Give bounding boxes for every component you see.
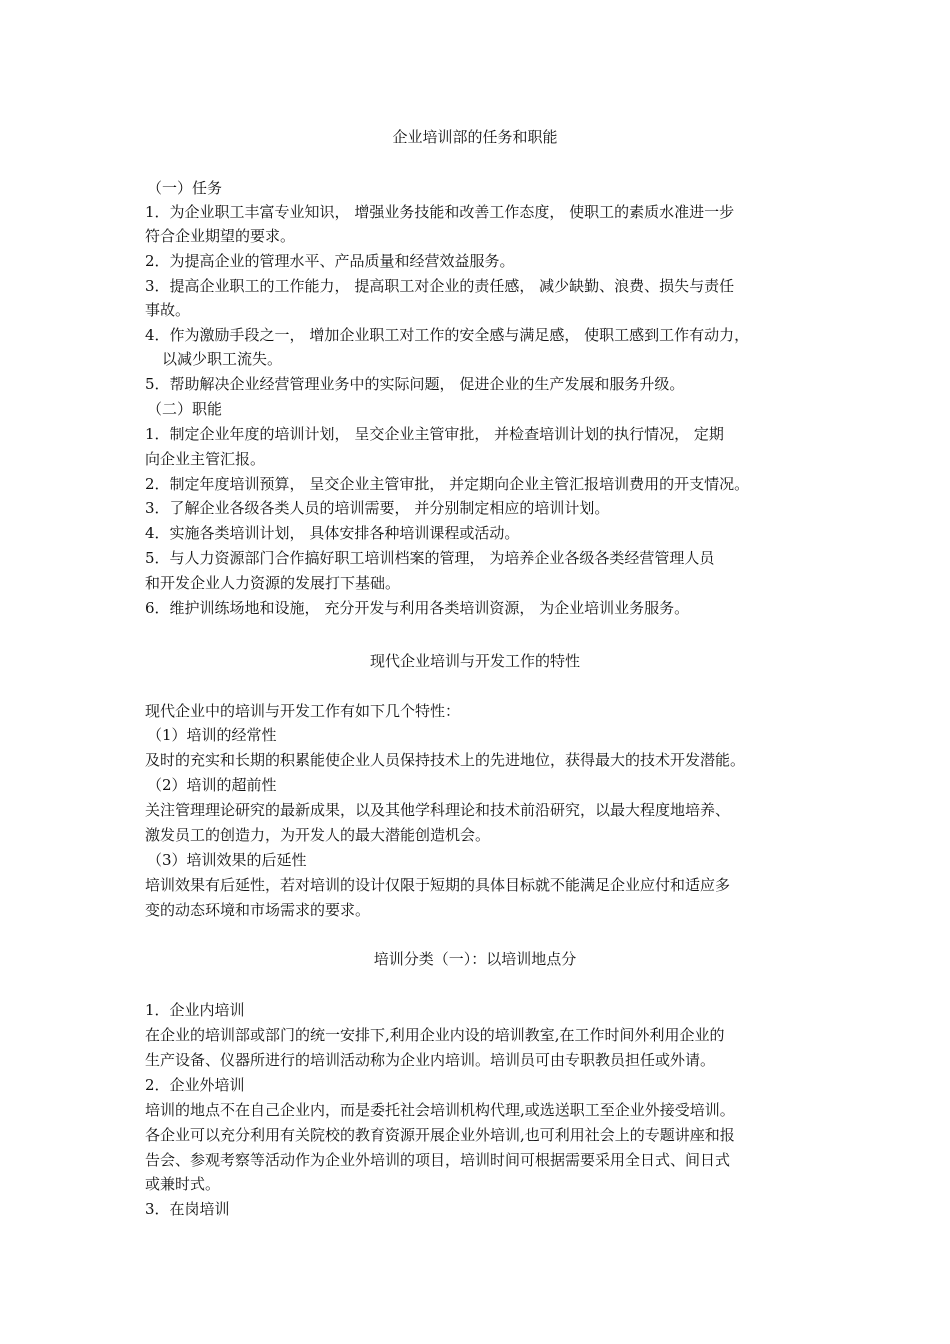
paragraph-line: 和开发企业人力资源的发展打下基础。	[145, 574, 401, 592]
paragraph-line: 变的动态环境和市场需求的要求。	[145, 901, 371, 919]
paragraph-line: 3．了解企业各级各类人员的培训需要， 并分别制定相应的培训计划。	[145, 499, 610, 517]
paragraph-line: 关注管理理论研究的最新成果，以及其他学科理论和技术前沿研究，以最大程度地培养、	[145, 801, 731, 819]
subsection-heading: 2．企业外培训	[145, 1076, 245, 1094]
paragraph-line: 1．制定企业年度的培训计划， 呈交企业主管审批， 并检查培训计划的执行情况， 定期	[145, 425, 724, 443]
section-title: 现代企业培训与开发工作的特性	[369, 652, 580, 670]
paragraph-line: 生产设备、仪器所进行的培训活动称为企业内培训。培训员可由专职教员担任或外请。	[145, 1051, 716, 1069]
paragraph-line: 激发员工的创造力，为开发人的最大潜能创造机会。	[145, 826, 491, 844]
paragraph-line: 符合企业期望的要求。	[145, 227, 296, 245]
paragraph-line: 告会、参观考察等活动作为企业外培训的项目，培训时间可根据需要采用全日式、间日式	[145, 1151, 731, 1169]
paragraph-line: 5．与人力资源部门合作搞好职工培训档案的管理， 为培养企业各级各类经营管理人员	[145, 549, 715, 567]
subsection-heading: 1．企业内培训	[145, 1001, 245, 1019]
paragraph-line: 以减少职工流失。	[162, 350, 283, 368]
paragraph-line: 3．提高企业职工的工作能力， 提高职工对企业的责任感， 减少缺勤、浪费、损失与责任	[145, 277, 735, 295]
section-title: 培训分类（一）：以培训地点分	[373, 950, 577, 968]
paragraph-line: 2．为提高企业的管理水平、产品质量和经营效益服务。	[145, 252, 515, 270]
paragraph-line: 5．帮助解决企业经营管理业务中的实际问题， 促进企业的生产发展和服务升级。	[145, 375, 685, 393]
paragraph-line: 2．制定年度培训预算， 呈交企业主管审批， 并定期向企业主管汇报培训费用的开支情况。	[145, 475, 750, 493]
paragraph-line: 及时的充实和长期的积累能使企业人员保持技术上的先进地位，获得最大的技术开发潜能。	[145, 751, 746, 769]
paragraph-line: 培训的地点不在自己企业内，而是委托社会培训机构代理,或选送职工至企业外接受培训。	[145, 1101, 735, 1119]
section-title: 企业培训部的任务和职能	[392, 128, 558, 146]
paragraph-line: 培训效果有后延性，若对培训的设计仅限于短期的具体目标就不能满足企业应付和适应多	[145, 876, 731, 894]
subsection-heading: （3）培训效果的后延性	[147, 851, 307, 869]
paragraph-line: 事故。	[145, 301, 191, 319]
subsection-heading: （一）任务	[147, 179, 223, 197]
paragraph-line: 或兼时式。	[145, 1175, 221, 1193]
paragraph-line: 6．维护训练场地和设施， 充分开发与利用各类培训资源， 为企业培训业务服务。	[145, 599, 690, 617]
paragraph-line: 在企业的培训部或部门的统一安排下,利用企业内设的培训教室,在工作时间外利用企业的	[145, 1026, 725, 1044]
subsection-heading: （二）职能	[147, 400, 223, 418]
paragraph-line: 向企业主管汇报。	[145, 450, 266, 468]
paragraph-line: 4．实施各类培训计划， 具体安排各种培训课程或活动。	[145, 524, 520, 542]
paragraph-line: 1．为企业职工丰富专业知识， 增强业务技能和改善工作态度， 使职工的素质水准进一步	[145, 203, 735, 221]
subsection-heading: （1）培训的经常性	[147, 726, 277, 744]
subsection-heading: （2）培训的超前性	[147, 776, 277, 794]
paragraph-line: 各企业可以充分利用有关院校的教育资源开展企业外培训,也可利用社会上的专题讲座和报	[145, 1126, 735, 1144]
paragraph-line: 4．作为激励手段之一， 增加企业职工对工作的安全感与满足感， 使职工感到工作有动力，	[145, 326, 750, 344]
paragraph-line: 现代企业中的培训与开发工作有如下几个特性：	[145, 702, 461, 720]
subsection-heading: 3．在岗培训	[145, 1200, 230, 1218]
